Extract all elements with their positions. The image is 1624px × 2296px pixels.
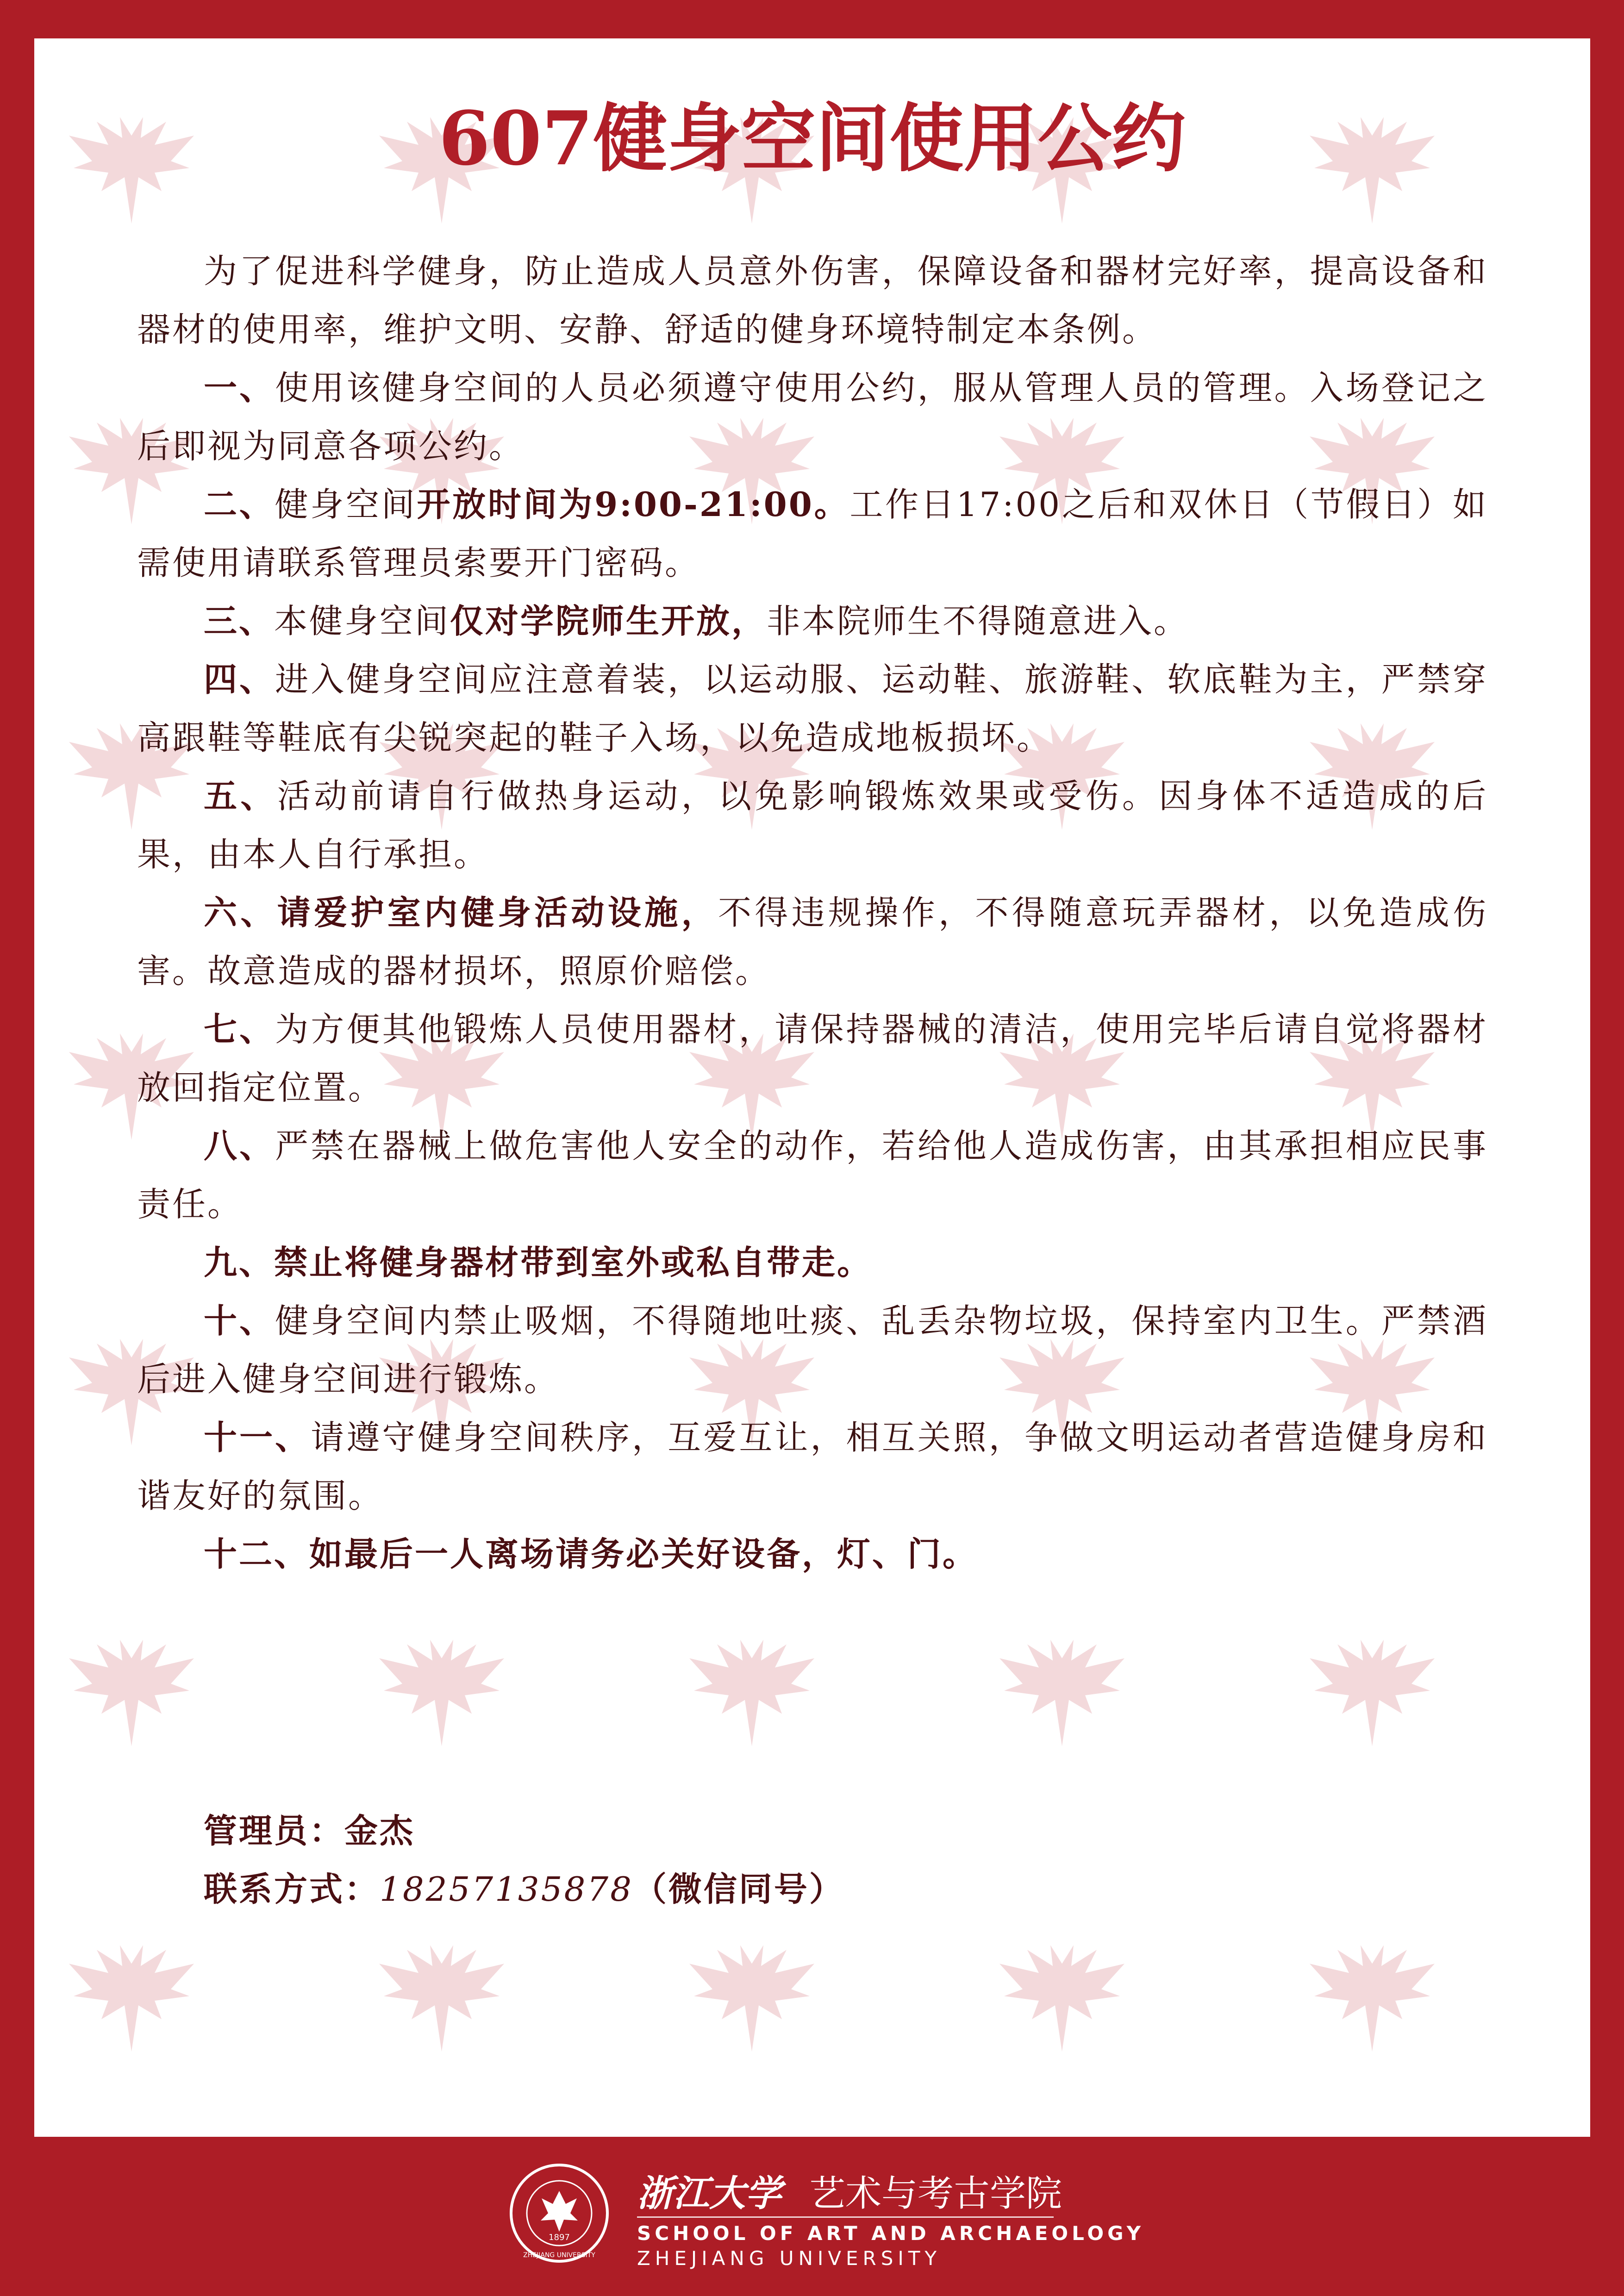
university-cn: 浙江大学 — [637, 2172, 782, 2215]
eagle-emblem-icon — [1305, 1640, 1439, 1746]
rule-number: 五、 — [204, 776, 277, 815]
rule-number: 三、 — [204, 601, 275, 641]
rule-text: 不得违规操作，不得随意玩弄器材，以免造成伤害。故意造成的器材损坏，照原价赔偿。 — [137, 893, 1488, 990]
rule-paragraph — [137, 1292, 1488, 1408]
rule-paragraph — [137, 592, 1488, 650]
rule-paragraph — [137, 1117, 1488, 1233]
rule-text: 健身空间内禁止吸烟，不得随地吐痰、乱丢杂物垃圾，保持室内卫生。严禁酒后进入健身空间进行锻炼。 — [137, 1301, 1488, 1399]
rule-emphasis: 仅对学院师生开放， — [450, 601, 767, 641]
rule-number: 一、 — [204, 368, 275, 407]
rule-emphasis: 禁止将健身器材带到室外或私自带走。 — [274, 1243, 873, 1282]
rule-number: 四、 — [204, 660, 275, 699]
seal-year: 1897 — [549, 2233, 570, 2242]
rule-paragraph — [137, 1233, 1488, 1292]
notice-sheet — [34, 38, 1590, 2137]
rule-paragraph — [137, 767, 1488, 884]
rule-text: 非本院师生不得随意进入。 — [767, 602, 1189, 641]
rule-number: 九、 — [204, 1243, 275, 1282]
zju-seal-icon — [508, 2162, 610, 2264]
school-en: SCHOOL OF ART AND ARCHAEOLOGY — [637, 2222, 1145, 2245]
brand-divider — [637, 2216, 1054, 2218]
rule-number: 七、 — [204, 1009, 275, 1049]
rule-paragraph — [137, 1408, 1488, 1525]
intro-paragraph: 为了促进科学健身，防止造成人员意外伤害，保障设备和器材完好率，提高设备和器材的使用率，维护文明、安静、舒适的健身环境特制定本条例。 — [137, 252, 1488, 349]
rule-paragraph — [137, 1000, 1488, 1117]
rule-pretext: 本健身空间 — [274, 602, 450, 641]
rule-pretext: 健身空间 — [275, 485, 417, 524]
eagle-emblem-icon — [685, 1640, 819, 1746]
rule-number: 十一、 — [204, 1418, 311, 1457]
rule-emphasis: 如最后一人离场请务必关好设备，灯、门。 — [309, 1534, 978, 1574]
rule-number: 八、 — [204, 1126, 275, 1165]
contact-note: （微信同号） — [633, 1869, 844, 1909]
eagle-emblem-icon — [64, 1945, 199, 2052]
contact-line — [204, 1860, 844, 1918]
eagle-emblem-icon — [64, 1640, 199, 1746]
notice-body — [137, 242, 1488, 1583]
rule-number: 十、 — [204, 1301, 275, 1340]
university-en: ZHEJIANG UNIVERSITY — [637, 2247, 942, 2270]
rule-number: 十二、 — [204, 1534, 310, 1574]
eagle-emblem-icon — [375, 1640, 509, 1746]
rule-text: 进入健身空间应注意着装，以运动服、运动鞋、旅游鞋、软底鞋为主，严禁穿高跟鞋等鞋底有尖锐突起的鞋子入场，以免造成地板损坏。 — [137, 660, 1488, 757]
eagle-emblem-icon — [685, 1945, 819, 2052]
rule-paragraph — [137, 359, 1488, 475]
seal-text: ZHEJIANG UNIVERSITY — [523, 2252, 595, 2259]
rule-paragraph — [137, 475, 1488, 592]
rules-list — [137, 359, 1488, 1583]
rule-emphasis: 请爱护室内健身活动设施， — [277, 893, 718, 932]
contact-label: 联系方式： — [204, 1869, 380, 1909]
eagle-emblem-icon — [995, 1640, 1129, 1746]
manager-line — [204, 1802, 844, 1860]
rule-number: 六、 — [204, 893, 277, 932]
footer-bar — [0, 2137, 1624, 2296]
rule-text: 请遵守健身空间秩序，互爱互让，相互关照，争做文明运动者营造健身房和谐友好的氛围。 — [137, 1418, 1488, 1515]
rule-number: 二、 — [204, 485, 275, 524]
eagle-emblem-icon — [1305, 1945, 1439, 2052]
eagle-emblem-icon — [375, 1945, 509, 2052]
rule-emphasis: 开放时间为9:00-21:00。 — [417, 485, 850, 524]
eagle-emblem-icon — [995, 1945, 1129, 2052]
rule-paragraph — [137, 1525, 1488, 1583]
manager-label: 管理员： — [204, 1811, 345, 1850]
rule-paragraph — [137, 884, 1488, 1000]
page-title: 607健身空间使用公约 — [438, 95, 1186, 182]
contact-block — [204, 1802, 844, 1918]
rule-text: 为方便其他锻炼人员使用器材，请保持器械的清洁，使用完毕后请自觉将器材放回指定位置。 — [137, 1010, 1488, 1107]
rule-paragraph — [137, 650, 1488, 767]
school-cn: 艺术与考古学院 — [809, 2173, 1062, 2215]
rule-text: 工作日17:00之后和双休日（节假日）如需使用请联系管理员索要开门密码。 — [137, 485, 1488, 582]
manager-name: 金杰 — [344, 1811, 415, 1850]
rule-text: 活动前请自行做热身运动，以免影响锻炼效果或受伤。因身体不适造成的后果，由本人自行承担。 — [137, 777, 1488, 874]
rule-text: 使用该健身空间的人员必须遵守使用公约，服从管理人员的管理。入场登记之后即视为同意各项公约。 — [137, 368, 1488, 466]
rule-text: 严禁在器械上做危害他人安全的动作，若给他人造成伤害，由其承担相应民事责任。 — [137, 1126, 1488, 1224]
brand-cn — [637, 2165, 1062, 2216]
contact-phone: 18257135878 — [380, 1870, 633, 1909]
